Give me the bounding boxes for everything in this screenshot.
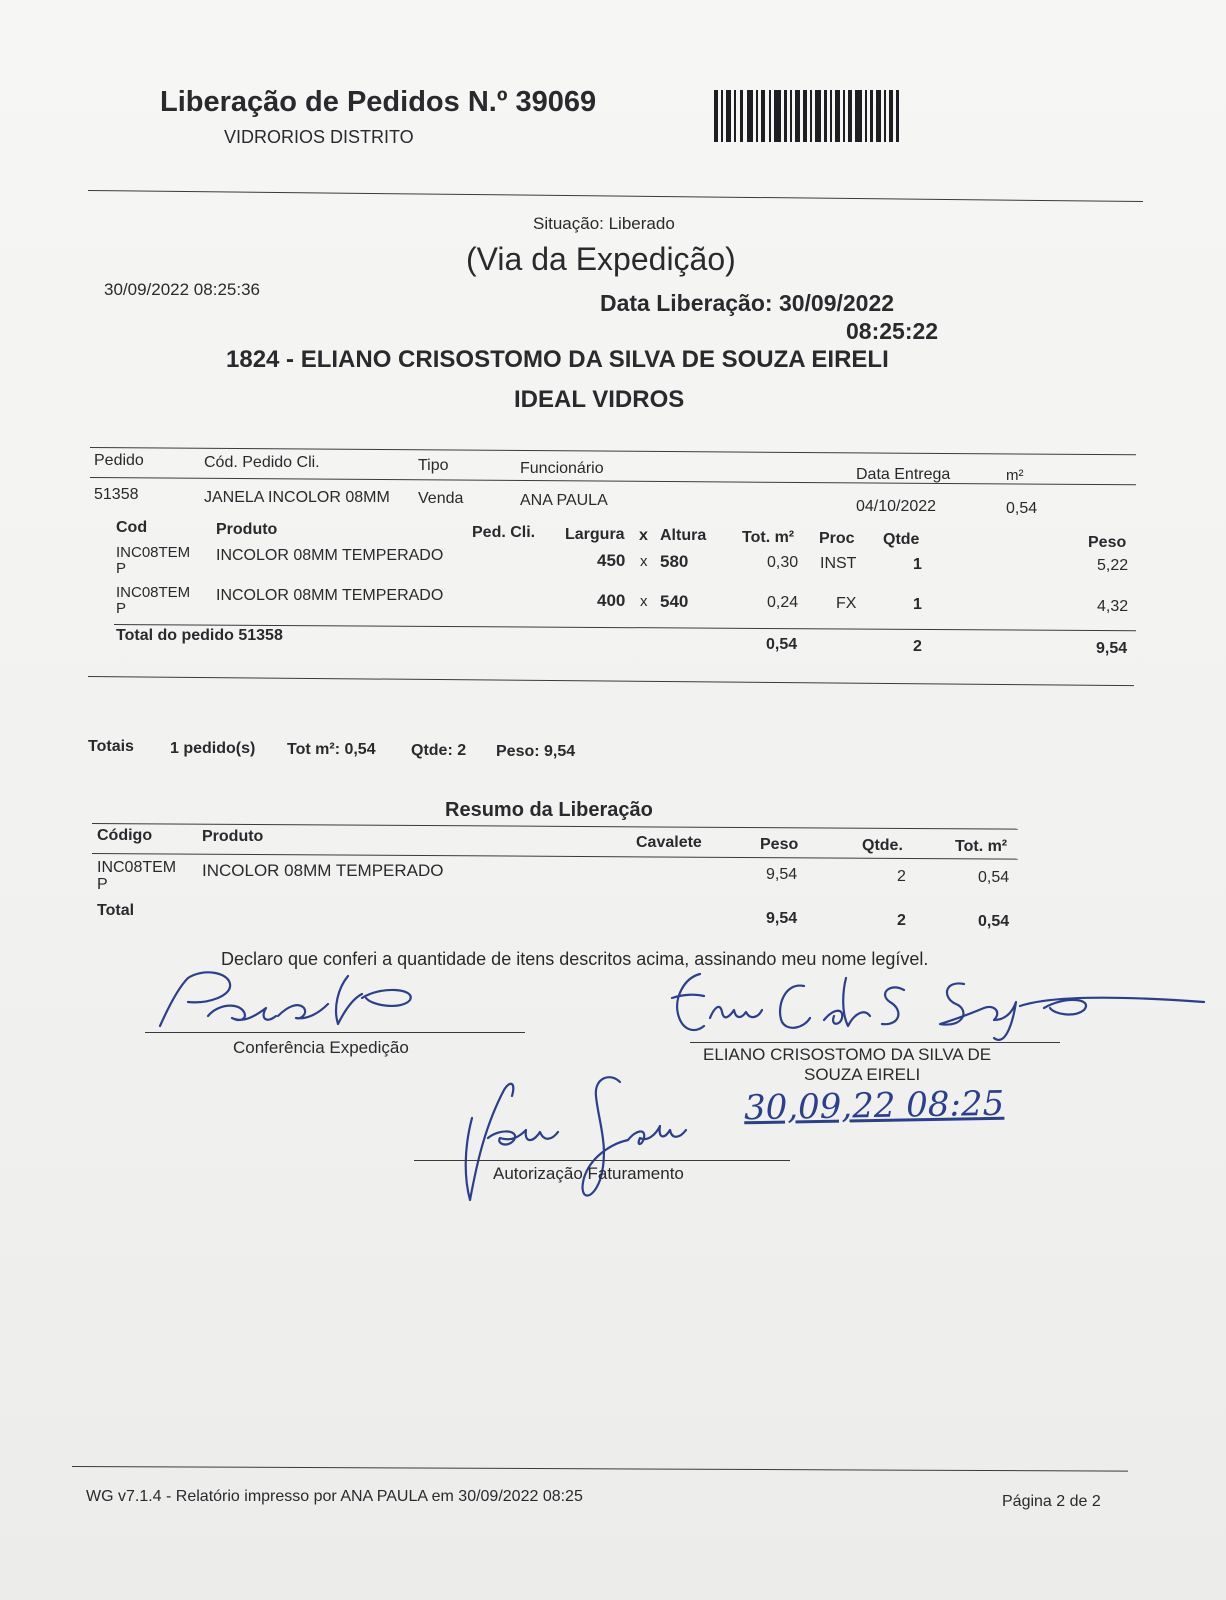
summary-produto: INCOLOR 08MM TEMPERADO [202, 861, 444, 880]
items-col-tot-m2: Tot. m² [742, 529, 795, 546]
items-col-proc: Proc [819, 530, 855, 547]
summary-tot-m2: 0,54 [978, 869, 1010, 886]
col-cod-pedido-cli: Cód. Pedido Cli. [204, 454, 320, 471]
item-proc: FX [836, 595, 857, 612]
header-divider [88, 190, 1143, 202]
order-number: 51358 [94, 486, 139, 503]
items-col-peso: Peso [1088, 534, 1127, 551]
item-largura: 450 [597, 551, 626, 570]
client-order-code: JANELA INCOLOR 08MM [204, 489, 390, 506]
item-proc: INST [820, 555, 857, 572]
item-qtde: 1 [913, 596, 922, 613]
client-signatory-name: ELIANO CRISOSTOMO DA SILVA DE [703, 1045, 992, 1064]
document-title: Liberação de Pedidos N.º 39069 [160, 86, 597, 118]
col-pedido: Pedido [94, 452, 144, 469]
col-data-entrega: Data Entrega [856, 466, 951, 483]
order-bottom-rule [88, 676, 1134, 686]
summary-col-cavalete: Cavalete [636, 834, 702, 851]
items-col-qtde: Qtde [883, 531, 920, 548]
summary-total-tot-m2: 0,54 [978, 913, 1010, 930]
order-type: Venda [418, 490, 464, 507]
declaration-text: Declaro que conferi a quantidade de itens descritos acima, assinando meu nome legível. [221, 949, 929, 969]
item-cod-suffix: P [116, 600, 127, 617]
col-tipo: Tipo [418, 457, 449, 474]
barcode-icon [714, 90, 900, 142]
totals-pedidos: 1 pedido(s) [170, 740, 256, 757]
employee-name: ANA PAULA [520, 492, 608, 509]
conferencia-line [145, 1032, 525, 1033]
via-label: (Via da Expedição) [466, 241, 736, 277]
signature-paula [148, 968, 438, 1038]
signature-eliano [664, 968, 1204, 1046]
summary-col-produto: Produto [202, 828, 264, 845]
item-x: x [640, 553, 648, 570]
summary-col-qtde: Qtde. [862, 837, 903, 854]
summary-total-qtde: 2 [897, 912, 906, 929]
order-m2: 0,54 [1006, 500, 1038, 517]
item-tot-m2: 0,30 [767, 554, 799, 571]
item-altura: 540 [660, 592, 689, 611]
client-signature-line [690, 1042, 1060, 1043]
item-produto: INCOLOR 08MM TEMPERADO [216, 547, 444, 564]
footer-printed-by: WG v7.1.4 - Relatório impresso por ANA PAULA em 30/09/2022 08:25 [86, 1488, 583, 1505]
items-col-ped-cli: Ped. Cli. [472, 524, 536, 541]
summary-title: Resumo da Liberação [445, 799, 653, 821]
col-funcionario: Funcionário [520, 460, 604, 477]
summary-col-peso: Peso [760, 836, 799, 853]
client-trade-name: IDEAL VIDROS [514, 386, 685, 413]
status-text: Situação: Liberado [533, 214, 675, 233]
summary-qtde: 2 [897, 868, 906, 885]
order-total-qtde: 2 [913, 638, 922, 655]
items-col-largura: Largura [565, 526, 625, 543]
delivery-date: 04/10/2022 [856, 498, 937, 515]
autorizacao-line [414, 1160, 790, 1161]
signature-ana-paula [460, 1068, 700, 1208]
autorizacao-label: Autorização Faturamento [493, 1164, 684, 1183]
summary-total-label: Total [97, 902, 135, 919]
summary-col-codigo: Código [97, 827, 153, 844]
item-qtde: 1 [913, 556, 922, 573]
totals-qtde: Qtde: 2 [411, 742, 467, 759]
order-total-label: Total do pedido 51358 [116, 627, 283, 644]
print-datetime: 30/09/2022 08:25:36 [104, 280, 260, 299]
totals-m2: Tot m²: 0,54 [287, 741, 376, 758]
client-signatory-name-2: SOUZA EIRELI [804, 1065, 921, 1084]
items-col-cod: Cod [116, 519, 148, 536]
release-time: 08:25:22 [846, 318, 939, 344]
items-col-x: x [639, 527, 648, 544]
footer-rule [72, 1466, 1128, 1472]
item-x: x [640, 593, 648, 610]
totals-label: Totais [88, 738, 134, 755]
item-largura: 400 [597, 591, 626, 610]
item-cod: INC08TEM [116, 544, 191, 561]
item-peso: 5,22 [1097, 557, 1129, 574]
client-name: 1824 - ELIANO CRISOSTOMO DA SILVA DE SOUZA EIRELI [226, 346, 889, 373]
summary-cod: INC08TEM [97, 859, 177, 876]
items-col-produto: Produto [216, 521, 278, 538]
summary-peso: 9,54 [766, 866, 798, 883]
order-total-peso: 9,54 [1096, 640, 1128, 657]
order-header-rule [90, 477, 1136, 485]
item-peso: 4,32 [1097, 598, 1129, 615]
col-m2: m² [1006, 467, 1024, 484]
company-name: VIDRORIOS DISTRITO [224, 127, 414, 147]
item-cod-suffix: P [116, 560, 127, 577]
summary-total-peso: 9,54 [766, 910, 798, 927]
summary-col-tot-m2: Tot. m² [955, 838, 1008, 855]
release-date: Data Liberação: 30/09/2022 [600, 290, 895, 316]
conferencia-label: Conferência Expedição [233, 1038, 409, 1057]
summary-cod-suffix: P [97, 876, 108, 893]
item-tot-m2: 0,24 [767, 594, 799, 611]
items-col-altura: Altura [660, 527, 707, 544]
handwritten-date: 30,09,22 08:25 [743, 1083, 1005, 1129]
item-produto: INCOLOR 08MM TEMPERADO [216, 587, 444, 604]
order-total-m2: 0,54 [766, 636, 798, 653]
totals-peso: Peso: 9,54 [496, 743, 576, 760]
footer-page-number: Página 2 de 2 [1002, 1493, 1101, 1510]
item-altura: 580 [660, 552, 689, 571]
item-cod: INC08TEM [116, 584, 191, 601]
